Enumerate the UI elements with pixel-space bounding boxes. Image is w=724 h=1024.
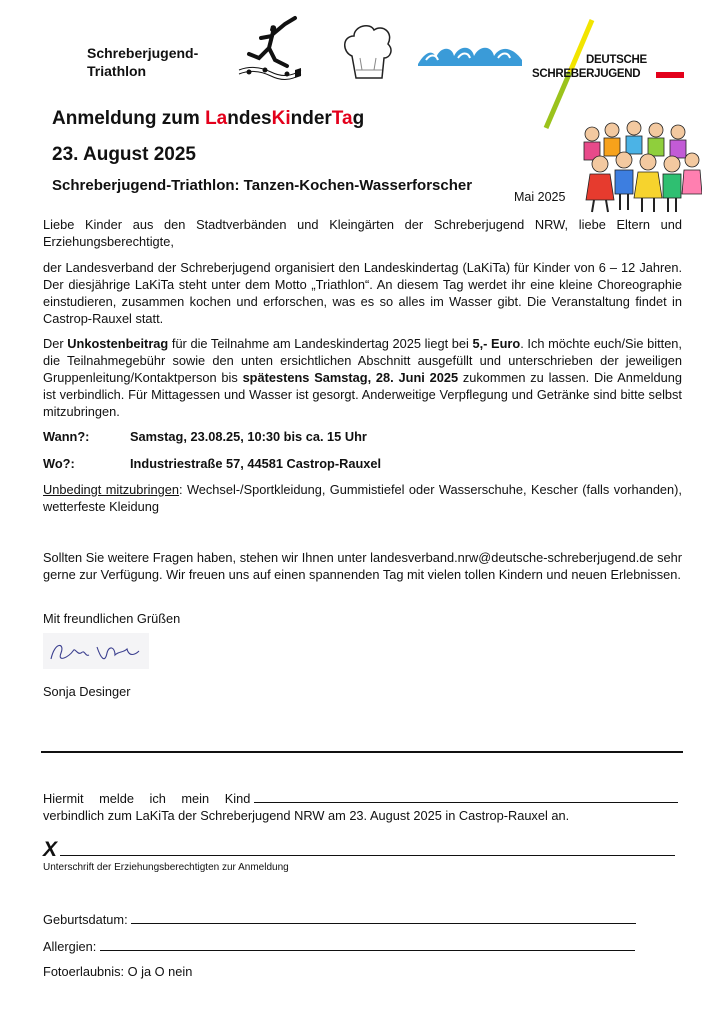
- fee-text: Der: [43, 336, 68, 351]
- form-line1-label: Hiermit melde ich mein Kind: [43, 791, 251, 806]
- photo-permission[interactable]: Fotoerlaubnis: O ja O nein: [43, 964, 193, 979]
- dancer-icon: [235, 14, 305, 84]
- title-part: La: [205, 108, 228, 129]
- title-part: ndes: [227, 108, 272, 129]
- cut-line-divider: [41, 751, 683, 753]
- greeting-paragraph: Liebe Kinder aus den Stadtverbänden und Kleingärten der Schreberjugend NRW, liebe Eltern und Erziehungsberechtigte,: [43, 217, 682, 249]
- where-value: Industriestraße 57, 44581 Castrop-Rauxel: [130, 456, 382, 471]
- fee-paragraph: [43, 335, 682, 420]
- where-label: Wo?:: [43, 456, 75, 471]
- chef-hat-icon: [340, 22, 396, 84]
- signature-field[interactable]: [60, 842, 675, 856]
- bring-text: : Wechsel-/Sportkleidung, Gummistiefel oder Wasserschuhe, Kescher (falls vorhanden), wetterfeste Kleidung: [43, 482, 682, 514]
- page-title: [52, 108, 364, 130]
- when-row: [43, 429, 367, 444]
- logo-text-schreberjugend: SCHREBERJUGEND: [532, 68, 641, 80]
- water-wave-icon: [418, 40, 522, 66]
- fee-text: für die Teilnahme am Landeskindertag 2025 liegt bei: [168, 336, 473, 351]
- closing-greeting: Mit freundlichen Grüßen: [43, 611, 181, 626]
- intro-paragraph: der Landesverband der Schreberjugend organisiert den Landeskindertag (LaKiTa) für Kinder von 6 – 12 Jahren. Der diesjährige LaKiTa steht unter dem Motto „Triathlon“. An diesem Tag werdet ihr eine kleine Choreographie einstudieren, zusammen kochen und erforschen, was es so alles im Wasser gibt. Die Veranstaltung findet in Castrop-Rauxel statt.: [43, 260, 682, 326]
- title-part: Ta: [331, 108, 353, 129]
- when-value: Samstag, 23.08.25, 10:30 bis ca. 15 Uhr: [130, 429, 367, 444]
- contact-paragraph: Sollten Sie weitere Fragen haben, stehen wir Ihnen unter landesverband.nrw@deutsche-schreberjugend.de sehr gerne zur Verfügung. Wir freuen uns auf einen spannenden Tag mit vielen tollen Kindern und neuen Erlebnissen.: [43, 550, 682, 582]
- birthdate-label: Geburtsdatum:: [43, 912, 128, 927]
- subtitle: Schreberjugend-Triathlon: Tanzen-Kochen-Wasserforscher: [52, 177, 473, 194]
- bring-label: Unbedingt mitzubringen: [43, 482, 179, 497]
- fee-amount: 5,- Euro: [472, 336, 521, 351]
- logo-text-deutsche: DEUTSCHE: [586, 54, 647, 66]
- fee-label: Unkostenbeitrag: [67, 336, 169, 351]
- where-row: [43, 456, 381, 471]
- allergies-label: Allergien:: [43, 939, 97, 954]
- birthdate-row: [43, 911, 682, 928]
- deadline: spätestens Samstag, 28. Juni 2025: [242, 370, 459, 385]
- event-date: 23. August 2025: [52, 144, 196, 165]
- allergies-field[interactable]: [100, 938, 635, 951]
- title-part: g: [352, 108, 365, 129]
- signature-x-mark: X: [43, 838, 58, 861]
- bring-paragraph: [43, 481, 682, 515]
- child-name-field[interactable]: [254, 790, 678, 803]
- fee-text: zukommen zu lassen. Die Anmeldung ist verbindlich. Für Mittagessen und Wasser ist gesorgt. Anderweitige Verpflegung und Getränke sind bitte selbst mitzubringen.: [43, 370, 682, 419]
- title-part: Ki: [271, 108, 291, 129]
- allergies-row: [43, 938, 682, 955]
- fee-text: . Ich möchte euch/Sie bitten, die Teilnahmegebühr sowie den unten ersichtlichen Abschnitt ausgefüllt und unterschrieben der jeweiligen Gruppenleitung/Kontaktperson bis: [43, 336, 682, 385]
- title-part: nder: [290, 108, 332, 129]
- org-title: Schreberjugend- Triathlon: [87, 45, 199, 79]
- signature-image: [43, 633, 149, 669]
- form-line2: verbindlich zum LaKiTa der Schreberjugend NRW am 23. August 2025 in Castrop-Rauxel an.: [43, 808, 570, 823]
- schreberjugend-logo: [530, 16, 690, 130]
- birthdate-field[interactable]: [131, 911, 636, 924]
- document-date: Mai 2025: [514, 190, 566, 204]
- when-label: Wann?:: [43, 429, 90, 444]
- signer-name: Sonja Desinger: [43, 684, 131, 699]
- children-group-illustration: [578, 120, 702, 214]
- signature-caption: Unterschrift der Erziehungsberechtigten zur Anmeldung: [43, 862, 289, 873]
- title-prefix: Anmeldung zum: [52, 108, 206, 129]
- child-name-row: [43, 790, 682, 807]
